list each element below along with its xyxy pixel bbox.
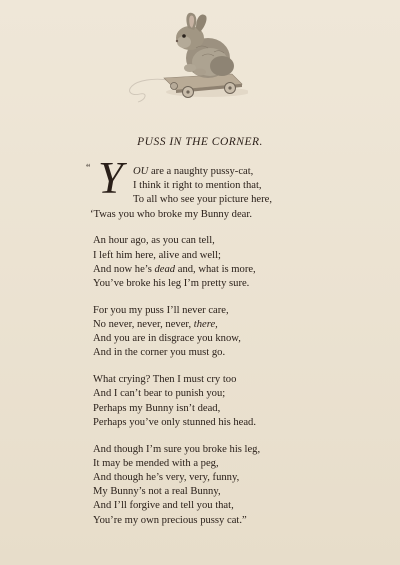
poem-line: And in the corner you must go. <box>93 347 226 359</box>
poem-line: ‘Twas you who broke my Bunny dear. <box>90 208 252 220</box>
poem-line: It may be mended with a peg, <box>93 457 219 469</box>
first-word: OU <box>133 166 149 177</box>
poem-line: And I can’t bear to punish you; <box>93 388 226 400</box>
toy-bunny-on-wheels-icon <box>118 8 248 112</box>
poem-line: And though he’s very, very, funny, <box>93 472 240 484</box>
stanza-1 <box>86 153 383 222</box>
poem-line: And I’ll forgive and tell you that, <box>93 500 234 512</box>
poem-line <box>93 318 383 332</box>
poem-line: You’re my own precious pussy cat.” <box>93 514 247 526</box>
poem-body <box>86 153 383 540</box>
poem-line: And you are in disgrace you know, <box>93 333 241 345</box>
opening-quote: “ <box>86 163 91 174</box>
line-text: And now he’s <box>93 263 155 275</box>
drop-cap-letter: Y <box>98 153 124 203</box>
poem-line <box>93 263 383 277</box>
stanza-2 <box>93 234 383 291</box>
emphasis-text: dead <box>154 263 176 275</box>
poem-line: For you my puss I’ll never care, <box>93 304 229 316</box>
poem-line: Perhaps you’ve only stunned his head. <box>93 416 256 428</box>
poem-line <box>93 165 383 179</box>
drop-cap <box>86 153 132 204</box>
poem-line: To all who see your picture here, <box>133 194 272 206</box>
poem-line: What crying? Then I must cry too <box>93 374 237 386</box>
stanza-4 <box>93 373 383 430</box>
poem-line: Perhaps my Bunny isn’t dead, <box>93 402 221 414</box>
line-text: and, what is more, <box>175 263 256 275</box>
poem-line: I left him here, alive and well; <box>93 249 221 261</box>
line-text: are a naughty pussy-cat, <box>148 166 254 177</box>
poem-line: An hour ago, as you can tell, <box>93 235 215 247</box>
poem-line: You’ve broke his leg I’m pretty sure. <box>93 278 250 290</box>
poem-line: And though I’m sure you broke his leg, <box>93 443 261 455</box>
poem-line: My Bunny’s not a real Bunny, <box>93 486 221 498</box>
stanza-5 <box>93 443 383 528</box>
line-text: No never, never, never, <box>93 319 194 331</box>
poem-title: PUSS IN THE CORNER. <box>137 136 263 148</box>
poem-line: I think it right to mention that, <box>133 180 262 192</box>
stanza-3 <box>93 304 383 361</box>
emphasis-text: there, <box>193 319 218 331</box>
